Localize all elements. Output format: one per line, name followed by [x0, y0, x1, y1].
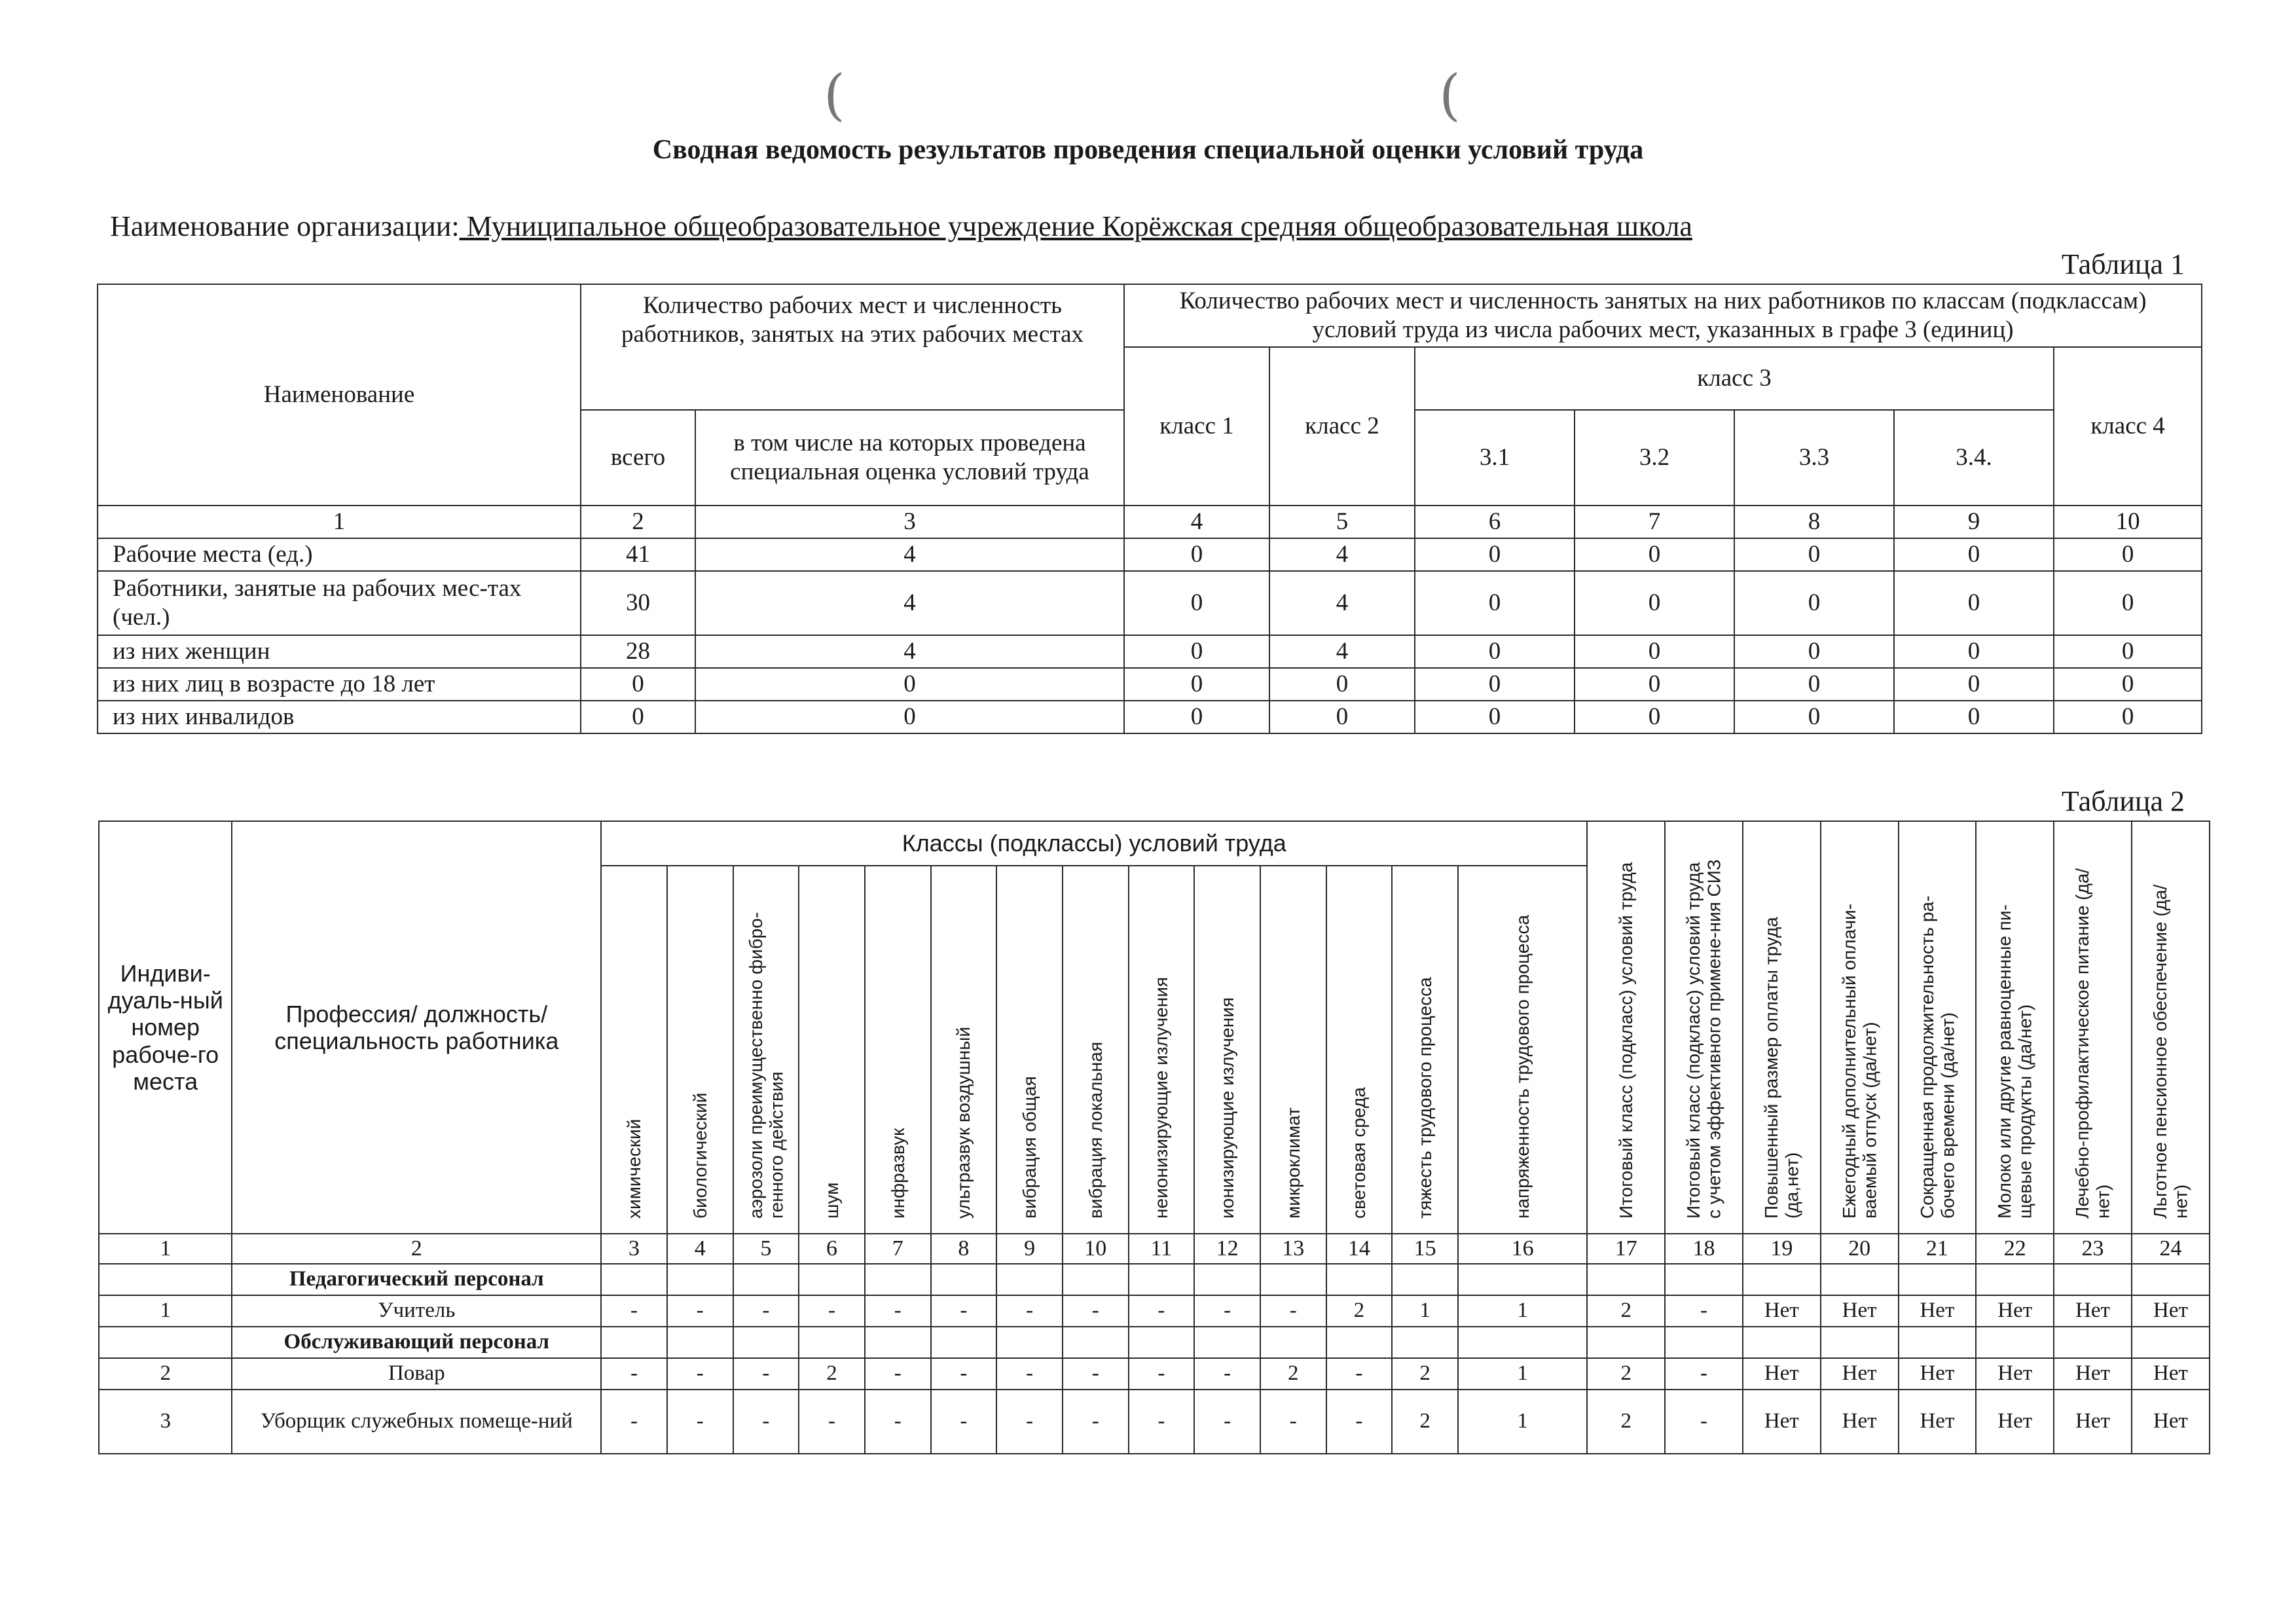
t2-colnum: 14	[1326, 1234, 1393, 1264]
t2-colnum: 22	[1976, 1234, 2054, 1264]
t1-colnum: 7	[1575, 506, 1734, 538]
t2-cell: 2	[1587, 1295, 1665, 1327]
section-title: Педагогический персонал	[232, 1264, 601, 1295]
t2-cell: Нет	[2054, 1390, 2132, 1454]
t1-cell: 0	[1894, 668, 2054, 701]
t1-cell: 0	[1124, 538, 1269, 571]
t2-cell: -	[1063, 1390, 1129, 1454]
t1-cell: 0	[695, 668, 1124, 701]
t1-colnum: 6	[1415, 506, 1575, 538]
t1-cell: 0	[1894, 701, 2054, 733]
t1-cell: 0	[581, 701, 695, 733]
t1-cell: 0	[2054, 571, 2202, 635]
t1-cell: 0	[1894, 538, 2054, 571]
t1-cell: 0	[1575, 701, 1734, 733]
workplace-id: 2	[99, 1358, 232, 1390]
t2-cell: Нет	[1743, 1295, 1821, 1327]
t1-colnum: 9	[1894, 506, 2054, 538]
t1-head-3-3: 3.3	[1734, 410, 1894, 506]
t2-cell: -	[733, 1390, 799, 1454]
table2-workplaces	[98, 821, 2210, 1454]
t1-head-name: Наименование	[98, 284, 581, 506]
table-row	[99, 1358, 2210, 1390]
t2-head-factor: вибрация общая	[996, 866, 1063, 1234]
t2-cell: 2	[1326, 1295, 1393, 1327]
t2-colnum: 12	[1194, 1234, 1260, 1264]
t2-colnum: 21	[1899, 1234, 1977, 1264]
t1-cell: 4	[1269, 635, 1415, 668]
t2-cell: -	[931, 1390, 997, 1454]
t2-cell: -	[733, 1358, 799, 1390]
t1-cell: 0	[1734, 571, 1894, 635]
t2-colnum: 13	[1260, 1234, 1326, 1264]
t2-colnum: 23	[2054, 1234, 2132, 1264]
t2-cell: Нет	[1821, 1390, 1899, 1454]
t1-cell: 4	[695, 635, 1124, 668]
t1-cell: 0	[1415, 668, 1575, 701]
table1-summary	[97, 284, 2202, 734]
t1-cell: 0	[1575, 635, 1734, 668]
t2-cell: Нет	[1899, 1390, 1977, 1454]
t1-head-class4: класс 4	[2054, 347, 2202, 506]
t2-colnum: 18	[1665, 1234, 1743, 1264]
t1-cell: 0	[1124, 668, 1269, 701]
section-title: Обслуживающий персонал	[232, 1327, 601, 1358]
t1-cell: 0	[581, 668, 695, 701]
t2-head-factor: напряженность трудового процесса	[1458, 866, 1587, 1234]
t1-head-class2: класс 2	[1269, 347, 1415, 506]
t2-colnum: 11	[1129, 1234, 1195, 1264]
t2-colnum: 1	[99, 1234, 232, 1264]
section-row	[99, 1327, 2210, 1358]
punch-mark-left: (	[824, 63, 845, 127]
t1-cell: 0	[1415, 538, 1575, 571]
t2-cell: -	[1665, 1390, 1743, 1454]
t2-head-factor: шум	[799, 866, 865, 1234]
t2-cell: 2	[1260, 1358, 1326, 1390]
t2-head-factor: тяжесть трудового процесса	[1392, 866, 1458, 1234]
t2-cell: -	[1665, 1358, 1743, 1390]
t1-cell: 0	[1415, 571, 1575, 635]
organization-name: Муниципальное общеобразовательное учреждение Корёжская средняя общеобразовательная школа	[459, 210, 1692, 242]
t2-cell: 1	[1458, 1358, 1587, 1390]
t2-cell: -	[996, 1295, 1063, 1327]
t1-head-class1: класс 1	[1124, 347, 1269, 506]
t1-cell: 0	[2054, 668, 2202, 701]
t2-cell: -	[865, 1358, 931, 1390]
t1-cell: 0	[1734, 668, 1894, 701]
t1-row-label: из них инвалидов	[98, 701, 581, 733]
t1-colnum: 1	[98, 506, 581, 538]
t2-cell: Нет	[2054, 1358, 2132, 1390]
t1-colnum: 3	[695, 506, 1124, 538]
t1-row-label: из них лиц в возрасте до 18 лет	[98, 668, 581, 701]
table-row	[99, 1295, 2210, 1327]
t2-cell: -	[931, 1358, 997, 1390]
table-row	[99, 1390, 2210, 1454]
t2-cell: -	[996, 1358, 1063, 1390]
t2-colnum: 17	[1587, 1234, 1665, 1264]
t2-cell: -	[1129, 1390, 1195, 1454]
t2-colnum: 6	[799, 1234, 865, 1264]
workplace-id: 3	[99, 1390, 232, 1454]
t2-cell: -	[1260, 1295, 1326, 1327]
t2-colnum: 19	[1743, 1234, 1821, 1264]
t1-cell: 0	[1124, 571, 1269, 635]
t1-cell: 4	[1269, 571, 1415, 635]
t2-cell: -	[1063, 1358, 1129, 1390]
t1-cell: 0	[695, 701, 1124, 733]
t2-head-factor: ионизирующие излучения	[1194, 866, 1260, 1234]
t1-head-group-a: Количество рабочих мест и численность работников, занятых на этих рабочих местах	[581, 284, 1124, 410]
t1-cell: 30	[581, 571, 695, 635]
t1-cell: 0	[1734, 635, 1894, 668]
t2-cell: -	[733, 1295, 799, 1327]
t2-cell: -	[1326, 1390, 1393, 1454]
t2-head-id: Индиви-дуаль-ный номер рабоче-го места	[99, 821, 232, 1234]
t1-cell: 4	[695, 538, 1124, 571]
t2-head-factor: инфразвук	[865, 866, 931, 1234]
t1-cell: 0	[1894, 635, 2054, 668]
t2-cell: Нет	[1899, 1295, 1977, 1327]
t1-colnum: 4	[1124, 506, 1269, 538]
t2-cell: Нет	[1743, 1390, 1821, 1454]
profession-name: Учитель	[232, 1295, 601, 1327]
t1-cell: 0	[1894, 571, 2054, 635]
t1-cell: 0	[1575, 538, 1734, 571]
t2-head-extra: Повышенный размер оплаты труда (да,нет)	[1743, 821, 1821, 1234]
t2-cell: Нет	[1976, 1358, 2054, 1390]
table-row	[98, 538, 2202, 571]
t2-head-factor: биологический	[667, 866, 733, 1234]
t1-cell: 0	[1734, 538, 1894, 571]
t1-cell: 0	[1124, 701, 1269, 733]
t2-cell: Нет	[2132, 1390, 2210, 1454]
t2-cell: 2	[1587, 1390, 1665, 1454]
t2-head-extra: Лечебно-профилактическое питание (да/нет)	[2054, 821, 2132, 1234]
t1-cell: 0	[1415, 635, 1575, 668]
t1-cell: 0	[2054, 701, 2202, 733]
profession-name: Уборщик служебных помеще-ний	[232, 1390, 601, 1454]
document-title: Сводная ведомость результатов проведения специальной оценки условий труда	[652, 135, 1644, 165]
t1-cell: 0	[1124, 635, 1269, 668]
t2-cell: -	[996, 1390, 1063, 1454]
t2-cell: Нет	[1976, 1390, 2054, 1454]
table-row	[98, 701, 2202, 733]
t2-cell: -	[1063, 1295, 1129, 1327]
t2-head-factor: химический	[601, 866, 667, 1234]
table2-caption: Таблица 2	[2061, 785, 2185, 817]
t1-cell: 0	[1575, 668, 1734, 701]
t1-cell: 41	[581, 538, 695, 571]
t2-cell: Нет	[1976, 1295, 2054, 1327]
t2-colnum: 4	[667, 1234, 733, 1264]
t2-cell: Нет	[1899, 1358, 1977, 1390]
t2-cell: 2	[799, 1358, 865, 1390]
t2-colnum: 20	[1821, 1234, 1899, 1264]
t1-cell: 28	[581, 635, 695, 668]
t1-colnum: 2	[581, 506, 695, 538]
t2-head-classes-group: Классы (подклассы) условий труда	[601, 821, 1587, 866]
t1-row-label: из них женщин	[98, 635, 581, 668]
t2-colnum: 24	[2132, 1234, 2210, 1264]
t1-head-assessed: в том числе на которых проведена специальная оценка условий труда	[695, 410, 1124, 506]
t1-cell: 0	[1415, 701, 1575, 733]
t2-cell: -	[865, 1390, 931, 1454]
t2-colnum: 2	[232, 1234, 601, 1264]
t1-head-3-4: 3.4.	[1894, 410, 2054, 506]
section-row	[99, 1264, 2210, 1295]
t1-colnum: 8	[1734, 506, 1894, 538]
t2-cell: -	[799, 1295, 865, 1327]
organization-label: Наименование организации:	[110, 210, 460, 242]
t2-head-extra: Ежегодный дополнительный оплачи-ваемый отпуск (да/нет)	[1821, 821, 1899, 1234]
t2-colnum: 10	[1063, 1234, 1129, 1264]
t1-cell: 0	[1575, 571, 1734, 635]
t2-cell: 2	[1587, 1358, 1665, 1390]
workplace-id: 1	[99, 1295, 232, 1327]
t1-row-label: Рабочие места (ед.)	[98, 538, 581, 571]
t2-head-final-class-siz: Итоговый класс (подкласс) условий труда с учетом эффективного примене-ния СИЗ	[1665, 821, 1743, 1234]
t1-head-3-1: 3.1	[1415, 410, 1575, 506]
t2-cell: Нет	[1743, 1358, 1821, 1390]
t2-cell: -	[865, 1295, 931, 1327]
t1-head-class3: класс 3	[1415, 347, 2054, 410]
t1-cell: 0	[2054, 538, 2202, 571]
t2-cell: Нет	[2132, 1295, 2210, 1327]
t2-head-factor: аэрозоли преимущественно фибро-генного действия	[733, 866, 799, 1234]
t2-cell: -	[1665, 1295, 1743, 1327]
t2-cell: -	[1260, 1390, 1326, 1454]
t2-head-extra: Сокращенная продолжительность ра-бочего времени (да/нет)	[1899, 821, 1977, 1234]
t2-cell: Нет	[2132, 1358, 2210, 1390]
t2-head-profession: Профессия/ должность/ специальность работника	[232, 821, 601, 1234]
t2-cell: -	[601, 1295, 667, 1327]
t2-cell: 1	[1392, 1295, 1458, 1327]
t1-cell: 0	[1269, 668, 1415, 701]
table-row	[98, 635, 2202, 668]
t2-cell: -	[1326, 1358, 1393, 1390]
t2-head-final-class: Итоговый класс (подкласс) условий труда	[1587, 821, 1665, 1234]
t2-cell: -	[799, 1390, 865, 1454]
t2-colnum: 3	[601, 1234, 667, 1264]
t2-cell: -	[1194, 1295, 1260, 1327]
t2-colnum: 8	[931, 1234, 997, 1264]
t2-cell: 2	[1392, 1358, 1458, 1390]
t1-colnum: 5	[1269, 506, 1415, 538]
t2-cell: -	[1129, 1358, 1195, 1390]
t1-cell: 4	[1269, 538, 1415, 571]
punch-mark-right: (	[1439, 63, 1461, 127]
t2-cell: -	[667, 1295, 733, 1327]
t2-head-factor: ультразвук воздушный	[931, 866, 997, 1234]
t1-colnum: 10	[2054, 506, 2202, 538]
table-row	[98, 571, 2202, 635]
t2-head-extra: Молоко или другие равноценные пи-щевые продукты (да/нет)	[1976, 821, 2054, 1234]
t2-cell: -	[1194, 1358, 1260, 1390]
t2-colnum: 9	[996, 1234, 1063, 1264]
t2-cell: -	[1194, 1390, 1260, 1454]
t2-cell: -	[667, 1390, 733, 1454]
t2-cell: 2	[1392, 1390, 1458, 1454]
t2-cell: 1	[1458, 1295, 1587, 1327]
t2-cell: -	[931, 1295, 997, 1327]
table1-caption: Таблица 1	[2061, 248, 2185, 280]
t2-cell: -	[601, 1358, 667, 1390]
t2-head-factor: неионизирующие излучения	[1129, 866, 1195, 1234]
t2-colnum: 15	[1392, 1234, 1458, 1264]
t1-cell: 4	[695, 571, 1124, 635]
t1-head-3-2: 3.2	[1575, 410, 1734, 506]
t2-colnum: 5	[733, 1234, 799, 1264]
t2-head-factor: световая среда	[1326, 866, 1393, 1234]
t2-cell: Нет	[1821, 1295, 1899, 1327]
t2-colnum: 7	[865, 1234, 931, 1264]
t1-head-total: всего	[581, 410, 695, 506]
profession-name: Повар	[232, 1358, 601, 1390]
t2-cell: Нет	[1821, 1358, 1899, 1390]
t2-cell: -	[601, 1390, 667, 1454]
t2-cell: -	[1129, 1295, 1195, 1327]
t2-head-extra: Льготное пенсионное обеспечение (да/нет)	[2132, 821, 2210, 1234]
table-row	[98, 668, 2202, 701]
t2-head-factor: микроклимат	[1260, 866, 1326, 1234]
t2-head-factor: вибрация локальная	[1063, 866, 1129, 1234]
t1-cell: 0	[1269, 701, 1415, 733]
organization-line	[110, 210, 1692, 243]
t2-cell: -	[667, 1358, 733, 1390]
t2-cell: 1	[1458, 1390, 1587, 1454]
t1-row-label: Работники, занятые на рабочих мес-тах (чел.)	[98, 571, 581, 635]
t2-colnum: 16	[1458, 1234, 1587, 1264]
t1-head-group-b: Количество рабочих мест и численность занятых на них работников по классам (подклассам) условий труда из числа рабочих мест, указанных в графе 3 (единиц)	[1124, 284, 2202, 347]
t2-cell: Нет	[2054, 1295, 2132, 1327]
t1-cell: 0	[1734, 701, 1894, 733]
t1-cell: 0	[2054, 635, 2202, 668]
